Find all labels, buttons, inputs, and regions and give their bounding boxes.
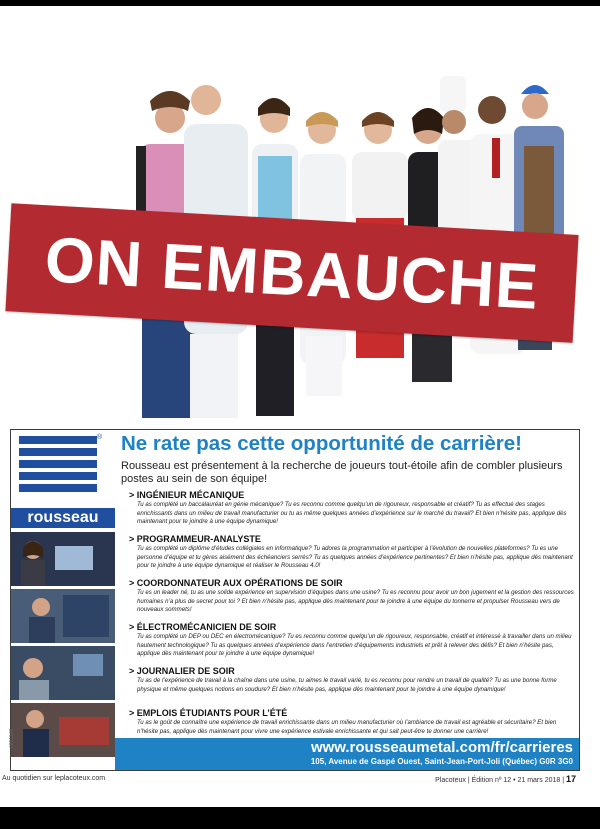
workers-group-photo	[0, 6, 600, 426]
ad-headline: Ne rate pas cette opportunité de carrière!	[121, 432, 523, 455]
employee-photo-3	[11, 646, 115, 700]
footer-issue: | Édition nº 12 • 21 mars 2018 |	[467, 777, 565, 784]
job-description: Tu as de l’expérience de travail à la chaîne dans une usine, tu aimes le travail varié, tu es reconnu pour rendre un travail de qualité? Tu as une bonne forme physique et même quelques notions en soudure? Et bien n’hésite pas, applique dès maintenant pour te joindre à une équipe dynamique!	[137, 677, 557, 693]
job-item	[129, 708, 575, 736]
footer-info	[435, 774, 576, 784]
careers-cta	[115, 738, 579, 770]
job-description: Tu as complété un diplôme d’études collégiales en informatique? Tu adores la programmation et participer à l’évolution de nouvelles plateformes? Tu es une personne d’équipe et tu gères aisément des échéanciers serrés? Tu as quelques années d’expérience pertinentes? Et bien n’hésite pas, applique dès maintenant pour te joindre à une équipe dynamique et réaliser le Rousseau 4.0!	[137, 545, 573, 569]
footer-site: Au quotidien sur leplacoteux.com	[2, 775, 106, 782]
job-item	[129, 578, 575, 615]
banner-title: ON EMBAUCHE	[43, 223, 541, 323]
ad-intro: Rousseau est présentement à la recherche de joueurs tout-étoile afin de combler plusieurs postes au sein de son équipe!	[121, 460, 563, 485]
company-address: 105, Avenue de Gaspé Ouest, Saint-Jean-Port-Joli (Québec) G0R 3G0	[310, 757, 573, 766]
careers-link[interactable]: www.rousseaumetal.com/fr/carrieres	[310, 739, 573, 756]
job-description: Tu as complété un baccalauréat en génie mécanique? Tu es reconnu comme quelqu’un de rigoureux, responsable et créatif? Tu as effectué des stages enrichissants dans un milieu de travail manufacturier ou tu as même quelques années d’expérience sur le marché du travail? Et bien n’hésite pas, applique dès maintenant pour te joindre à une équipe dynamique!	[137, 501, 567, 525]
side-code: 0891148	[9, 728, 15, 748]
ad-content	[121, 430, 575, 770]
logo-wordmark: rousseau	[11, 508, 115, 528]
footer-brand: Placoteux	[435, 777, 466, 784]
bottom-edge	[0, 807, 600, 829]
employee-photo-4	[11, 703, 115, 757]
employee-photo-1	[11, 532, 115, 586]
job-title: > ÉLECTROMÉCANICIEN DE SOIR	[129, 622, 277, 632]
job-description: Tu as complété un DEP ou DEC en électromécanique? Tu es reconnu comme quelqu’un de rigoureux, responsable, créatif et intéressé à travailler dans un milieu hautement technologique? Tu as quelques années d’expérience dans l’entretien d’équipements industriels et prêt à relever des défis? Et bien n’hésite pas, applique dès maintenant pour te joindre à une équipe dynamique!	[137, 633, 572, 657]
job-title: > COORDONNATEUR AUX OPÉRATIONS DE SOIR	[129, 578, 343, 588]
job-title: > JOURNALIER DE SOIR	[129, 666, 235, 676]
job-ad	[10, 429, 580, 771]
registered-mark: ®	[97, 434, 103, 441]
job-description: Tu es un leader né, tu as une solide expérience en supervision d’équipes dans une usine? Tu es reconnu pour avoir un bon jugement et la gestion des ressources humaines n’a plus de secret pour toi ? Et bien n’hésite pas, applique dès maintenant pour te joindre à une équipe du tonnerre et propulser Rousseau vers de nouveaux sommets!	[137, 589, 574, 613]
job-item	[129, 490, 575, 527]
employee-photo-2	[11, 589, 115, 643]
job-item	[129, 666, 575, 694]
page-number: 17	[565, 774, 576, 784]
job-description: Tu as le goût de connaître une expérience de travail enrichissante dans un milieu manufacturier où l’ambiance de travail est agréable et sécuritaire? Et bien n’hésite pas, applique dès maintenant pour vivre une expérience estivale enrichissante et qui sait peut-être te donner une carrière!	[137, 719, 557, 735]
rousseau-logo-icon	[19, 436, 97, 496]
job-item	[129, 622, 575, 659]
job-title: > EMPLOIS ÉTUDIANTS POUR L’ÉTÉ	[129, 708, 288, 718]
job-title: > INGÉNIEUR MÉCANIQUE	[129, 490, 245, 500]
logo-column	[11, 430, 115, 770]
job-item	[129, 534, 575, 571]
job-title: > PROGRAMMEUR-ANALYSTE	[129, 534, 261, 544]
